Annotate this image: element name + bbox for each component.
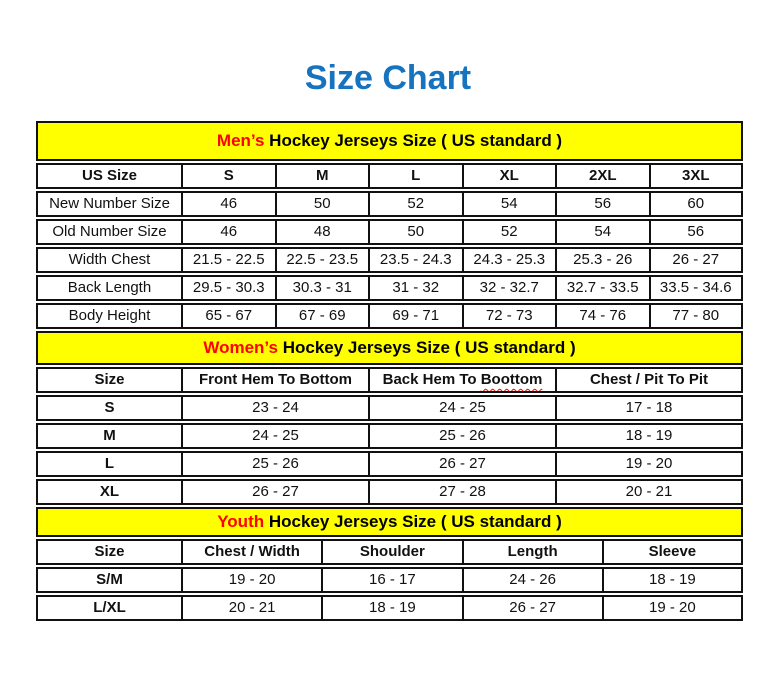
mens-column-header-cell: 3XL (650, 163, 744, 189)
mens-value-cell: 31 - 32 (369, 275, 463, 301)
mens-table-row (36, 219, 743, 245)
mens-column-header-cell: M (276, 163, 370, 189)
mens-row-label-cell: New Number Size (36, 191, 182, 217)
mens-size-table (36, 161, 743, 331)
size-chart-page (0, 56, 776, 623)
womens-value-cell: 24 - 25 (369, 395, 556, 421)
mens-value-cell: 74 - 76 (556, 303, 650, 329)
youth-section-header (36, 507, 743, 537)
mens-table-row (36, 303, 743, 329)
mens-table-row (36, 247, 743, 273)
mens-value-cell: 60 (650, 191, 744, 217)
mens-value-cell: 46 (182, 191, 276, 217)
mens-value-cell: 25.3 - 26 (556, 247, 650, 273)
mens-value-cell: 29.5 - 30.3 (182, 275, 276, 301)
womens-value-cell: 24 - 25 (182, 423, 369, 449)
mens-value-cell: 54 (463, 191, 557, 217)
womens-table-row (36, 479, 743, 505)
womens-row-label-cell: M (36, 423, 182, 449)
womens-section-highlight: Women’s (203, 338, 278, 357)
womens-value-cell: 20 - 21 (556, 479, 743, 505)
youth-column-header-cell: Shoulder (322, 539, 462, 565)
mens-table-row (36, 275, 743, 301)
youth-table-row (36, 567, 743, 593)
mens-table-row (36, 191, 743, 217)
mens-value-cell: 52 (369, 191, 463, 217)
youth-value-cell: 19 - 20 (182, 567, 322, 593)
womens-header-row (36, 367, 743, 393)
youth-column-header-cell: Size (36, 539, 182, 565)
youth-value-cell: 20 - 21 (182, 595, 322, 621)
womens-column-header-cell: Chest / Pit To Pit (556, 367, 743, 393)
youth-header-row (36, 539, 743, 565)
womens-value-cell: 17 - 18 (556, 395, 743, 421)
womens-section-header (36, 331, 743, 365)
mens-value-cell: 56 (556, 191, 650, 217)
youth-value-cell: 24 - 26 (463, 567, 603, 593)
youth-column-header-cell: Sleeve (603, 539, 743, 565)
mens-section-highlight: Men’s (216, 131, 265, 150)
womens-value-cell: 26 - 27 (182, 479, 369, 505)
mens-value-cell: 26 - 27 (650, 247, 744, 273)
mens-value-cell: 46 (182, 219, 276, 245)
mens-value-cell: 65 - 67 (182, 303, 276, 329)
mens-column-header-cell: S (182, 163, 276, 189)
youth-table-row (36, 595, 743, 621)
mens-value-cell: 30.3 - 31 (276, 275, 370, 301)
womens-value-cell: 23 - 24 (182, 395, 369, 421)
mens-row-label-cell: Back Length (36, 275, 182, 301)
mens-value-cell: 50 (369, 219, 463, 245)
mens-value-cell: 69 - 71 (369, 303, 463, 329)
mens-value-cell: 48 (276, 219, 370, 245)
youth-size-table (36, 537, 743, 623)
mens-value-cell: 24.3 - 25.3 (463, 247, 557, 273)
youth-value-cell: 18 - 19 (322, 595, 462, 621)
mens-value-cell: 77 - 80 (650, 303, 744, 329)
mens-value-cell: 21.5 - 22.5 (182, 247, 276, 273)
mens-value-cell: 52 (463, 219, 557, 245)
mens-row-label-cell: Body Height (36, 303, 182, 329)
mens-value-cell: 56 (650, 219, 744, 245)
womens-row-label-cell: L (36, 451, 182, 477)
mens-column-header-cell: L (369, 163, 463, 189)
mens-value-cell: 32.7 - 33.5 (556, 275, 650, 301)
mens-column-header-cell: XL (463, 163, 557, 189)
mens-header-row (36, 163, 743, 189)
mens-value-cell: 50 (276, 191, 370, 217)
womens-column-header-cell: Back Hem To Boottom (369, 367, 556, 393)
mens-row-label-cell: Old Number Size (36, 219, 182, 245)
womens-table-row (36, 395, 743, 421)
mens-column-header-cell: 2XL (556, 163, 650, 189)
mens-value-cell: 22.5 - 23.5 (276, 247, 370, 273)
mens-value-cell: 72 - 73 (463, 303, 557, 329)
womens-value-cell: 27 - 28 (369, 479, 556, 505)
womens-row-label-cell: S (36, 395, 182, 421)
mens-value-cell: 67 - 69 (276, 303, 370, 329)
womens-value-cell: 25 - 26 (182, 451, 369, 477)
youth-value-cell: 18 - 19 (603, 567, 743, 593)
size-chart (36, 121, 743, 623)
mens-row-label-cell: Width Chest (36, 247, 182, 273)
mens-value-cell: 32 - 32.7 (463, 275, 557, 301)
mens-section-title: Hockey Jerseys Size ( US standard ) (264, 131, 563, 150)
womens-column-header-cell: Front Hem To Bottom (182, 367, 369, 393)
mens-value-cell: 23.5 - 24.3 (369, 247, 463, 273)
youth-column-header-cell: Chest / Width (182, 539, 322, 565)
youth-section-highlight: Youth (217, 512, 265, 531)
page-title: Size Chart (304, 59, 472, 97)
mens-section-header (36, 121, 743, 161)
womens-row-label-cell: XL (36, 479, 182, 505)
youth-row-label-cell: L/XL (36, 595, 182, 621)
womens-table-row (36, 423, 743, 449)
mens-column-header-cell: US Size (36, 163, 182, 189)
womens-value-cell: 18 - 19 (556, 423, 743, 449)
womens-value-cell: 26 - 27 (369, 451, 556, 477)
youth-column-header-cell: Length (463, 539, 603, 565)
womens-table-row (36, 451, 743, 477)
womens-section-title: Hockey Jerseys Size ( US standard ) (277, 338, 576, 357)
womens-value-cell: 19 - 20 (556, 451, 743, 477)
womens-column-header-cell: Size (36, 367, 182, 393)
womens-value-cell: 25 - 26 (369, 423, 556, 449)
youth-value-cell: 16 - 17 (322, 567, 462, 593)
misspelled-word: Boottom (480, 371, 543, 388)
mens-value-cell: 54 (556, 219, 650, 245)
youth-row-label-cell: S/M (36, 567, 182, 593)
youth-section-title: Hockey Jerseys Size ( US standard ) (264, 512, 562, 531)
youth-value-cell: 26 - 27 (463, 595, 603, 621)
youth-value-cell: 19 - 20 (603, 595, 743, 621)
womens-size-table (36, 365, 743, 507)
mens-value-cell: 33.5 - 34.6 (650, 275, 744, 301)
